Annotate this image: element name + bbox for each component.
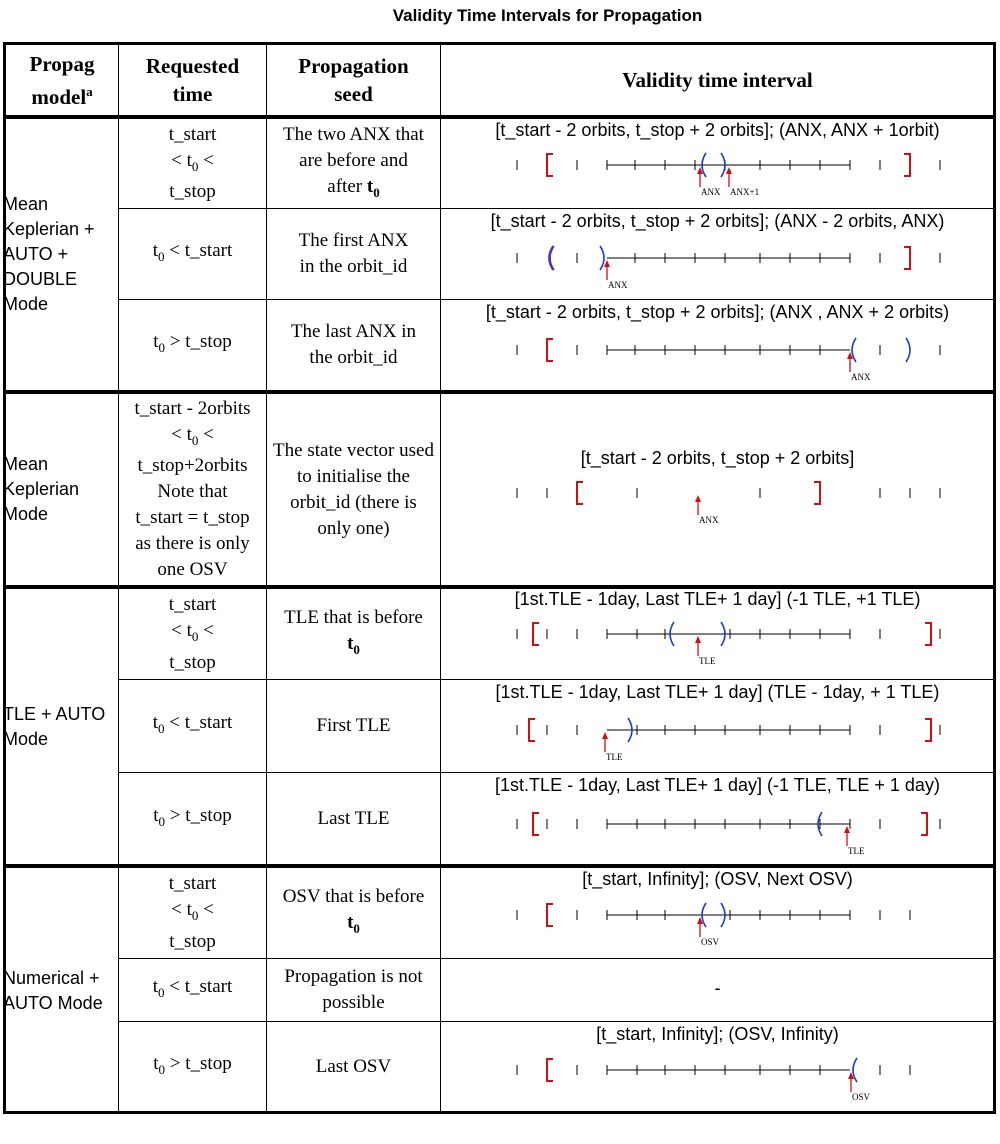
timeline-diagram [500, 145, 960, 197]
validity-bracket [904, 154, 910, 176]
interval-text: [t_start - 2 orbits, t_stop + 2 orbits]; (ANX , ANX + 2 orbits) [485, 302, 950, 322]
seed-display: OSV that is before $t_0$ [282, 886, 425, 936]
seed-interval-paren [906, 338, 910, 362]
validity-bracket [814, 482, 820, 504]
seed-cell: Last OSV [315, 1056, 392, 1077]
requested-time-display: $t_0$ > t_stop [153, 804, 232, 829]
timeline-diagram [500, 330, 960, 382]
seed-cell [267, 868, 440, 958]
marker-label: ANX [608, 280, 628, 290]
header-propag-model: Propag model$^a$ [29, 51, 95, 109]
seed-display: TLE that is before $t_0$ [284, 607, 423, 657]
interval-text: [1st.TLE - 1day, Last TLE+ 1 day] (TLE - 1day, + 1 TLE) [495, 682, 940, 702]
header-validity-interval: Validity time interval [622, 68, 813, 92]
timeline-diagram [500, 1050, 960, 1102]
requested-time-cell [119, 209, 266, 299]
requested-time-cell [119, 680, 266, 772]
validity-bracket [533, 813, 539, 835]
requested-time-cell [119, 119, 266, 208]
validity-bracket [547, 1059, 553, 1081]
requested-time-display: $t_0$ < t_start [152, 976, 233, 1000]
validity-bracket [921, 813, 927, 835]
seed-cell: Last TLE [317, 807, 390, 829]
seed-cell: Propagation is not possible [284, 966, 423, 1013]
requested-time-cell [119, 589, 266, 679]
requested-time-display: $t_0$ < t_start [152, 712, 233, 736]
marker-label: ANX [851, 372, 871, 382]
timeline-diagram [500, 897, 960, 949]
timeline-diagram [500, 806, 960, 858]
timeline-diagram [500, 238, 960, 290]
validity-bracket [925, 719, 931, 741]
validity-bracket [529, 719, 535, 741]
marker-arrowhead [695, 495, 701, 502]
validity-bracket [904, 247, 910, 269]
requested-time-display: $t_0$ > t_stop [153, 331, 232, 355]
table-title: Validity Time Intervals for Propagation [392, 6, 703, 25]
timeline-diagram [500, 712, 960, 764]
seed-interval-paren [600, 246, 604, 270]
interval-text: [t_start - 2 orbits, t_stop + 2 orbits]; (ANX - 2 orbits, ANX) [490, 211, 945, 231]
interval-text: [t_start - 2 orbits, t_stop + 2 orbits] [580, 448, 855, 468]
requested-time-cell [119, 300, 266, 390]
requested-time-display: $t_0$ < t_start [152, 240, 233, 264]
model-mean-keplerian-auto-double: Mean Keplerian + AUTO + DOUBLE Mode [3, 194, 95, 314]
marker-arrowhead [604, 260, 610, 267]
requested-time-cell [119, 1022, 266, 1112]
marker-arrowhead [726, 167, 732, 174]
requested-time-cell [119, 868, 266, 958]
marker-label: ANX [699, 515, 719, 525]
timeline-diagram [500, 475, 960, 527]
seed-cell: First TLE [316, 715, 391, 736]
interval-text: [1st.TLE - 1day, Last TLE+ 1 day] (-1 TLE, TLE + 1 day) [495, 775, 940, 795]
seed-cell [267, 119, 440, 208]
seed-display: The two ANX that are before and after $t_0$ [283, 123, 424, 200]
requested-time-cell [119, 773, 266, 864]
seed-cell: The last ANX in the orbit_id [290, 321, 417, 368]
interval-text: [1st.TLE - 1day, Last TLE+ 1 day] (-1 TLE, +1 TLE) [514, 589, 921, 609]
requested-time-display: t_start < $t_0$ < t_stop [168, 873, 217, 952]
marker-arrowhead [602, 732, 608, 739]
validity-bracket [547, 154, 553, 176]
validity-bracket [547, 339, 553, 361]
requested-time-display: t_start - 2orbits < $t_0$ < t_stop+2orbits Note that t_start = t_stop as there is only one OSV [134, 397, 251, 581]
header-requested-time: Requested time [145, 54, 240, 106]
header-propagation-seed: Propagation seed [298, 54, 409, 106]
seed-cell: The first ANX in the orbit_id [298, 230, 409, 277]
requested-time-cell [119, 394, 266, 585]
model-tle-auto: TLE + AUTO Mode [3, 703, 106, 749]
interval-text: - [714, 978, 721, 998]
seed-cell: The state vector used to initialise the orbit_id (there is only one) [273, 439, 434, 539]
requested-time-cell [119, 959, 266, 1021]
validity-bracket [577, 482, 583, 504]
model-mean-keplerian: Mean Keplerian Mode [3, 454, 80, 524]
marker-label: TLE [848, 846, 865, 856]
validity-bracket [547, 904, 553, 926]
seed-cell [267, 589, 440, 679]
model-numerical-auto: Numerical + AUTO Mode [3, 968, 103, 1013]
marker-label: TLE [699, 656, 716, 666]
requested-time-display: t_start < $t_0$ < t_stop [168, 123, 217, 203]
timeline-diagram [500, 616, 960, 668]
marker-arrowhead [695, 636, 701, 643]
marker-arrowhead [844, 826, 850, 833]
validity-bracket [925, 623, 931, 645]
interval-text: [t_start - 2 orbits, t_stop + 2 orbits]; (ANX, ANX + 1orbit) [495, 120, 940, 140]
validity-bracket [533, 623, 539, 645]
interval-text: [t_start, Infinity]; (OSV, Next OSV) [582, 869, 853, 889]
marker-label: ANX+1 [730, 187, 760, 197]
col-divider [440, 44, 441, 1112]
marker-label: ANX [701, 187, 721, 197]
requested-time-display: t_start < $t_0$ < t_stop [168, 594, 217, 673]
requested-time-display: $t_0$ > t_stop [153, 1053, 232, 1077]
marker-label: OSV [701, 937, 720, 947]
interval-text: [t_start, Infinity]; (OSV, Infinity) [596, 1024, 839, 1044]
marker-label: OSV [852, 1092, 871, 1102]
marker-label: TLE [606, 752, 623, 762]
